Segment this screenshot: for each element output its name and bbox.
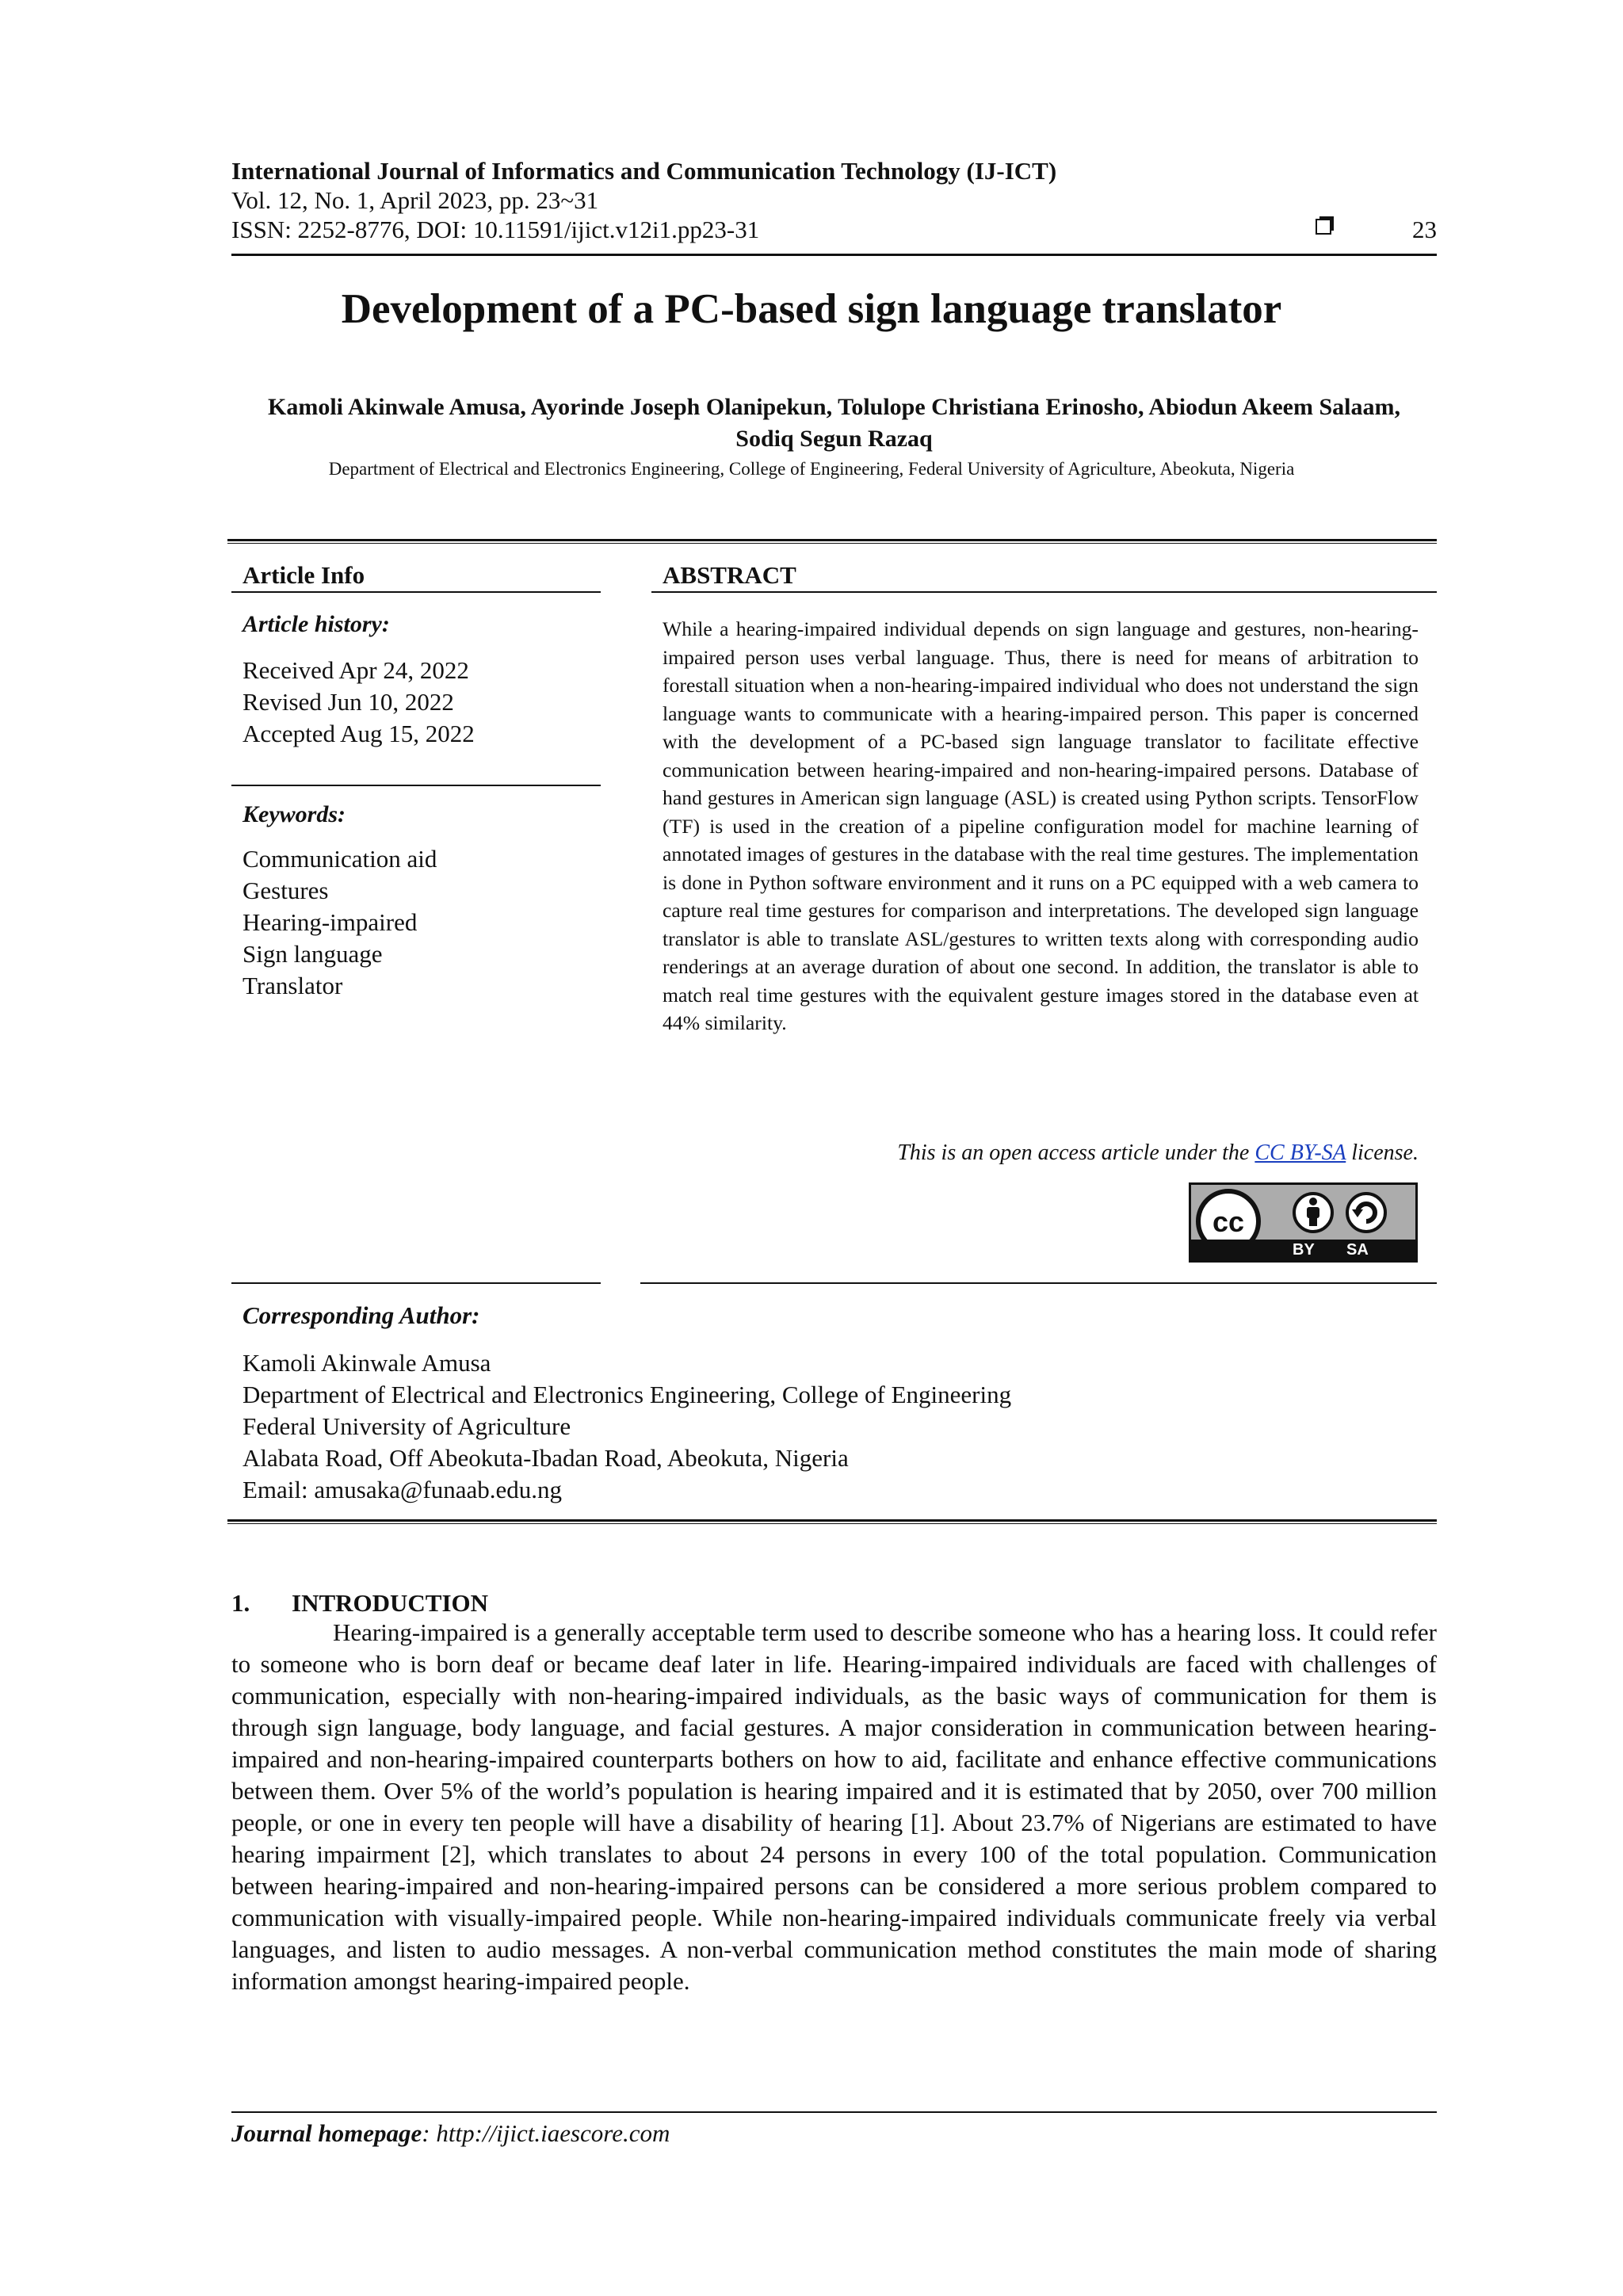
cc-license-badge[interactable] (1189, 1182, 1418, 1263)
journal-volume: Vol. 12, No. 1, April 2023, pp. 23~31 (231, 186, 599, 214)
journal-name: International Journal of Informatics and Communication Technology (IJ-ICT) (231, 157, 1057, 185)
license-link[interactable]: CC BY-SA (1254, 1140, 1346, 1165)
section-title: INTRODUCTION (292, 1589, 489, 1617)
share-alike-icon (1345, 1191, 1388, 1234)
keyword-item: Sign language (242, 940, 383, 968)
cc-glyph: cc (1212, 1205, 1245, 1238)
cc-badge-bar (1191, 1240, 1415, 1260)
history-revised: Revised Jun 10, 2022 (242, 688, 454, 716)
history-heading: Article history: (242, 611, 390, 637)
corresponding-university: Federal University of Agriculture (242, 1412, 571, 1440)
paper-title: Development of a PC-based sign language translator (341, 286, 1282, 332)
affiliation: Department of Electrical and Electronics Engineering, College of Engineering, Federal University of Agriculture, Abeokuta, Nigeria (328, 459, 1295, 479)
history-received: Received Apr 24, 2022 (242, 656, 469, 684)
attribution-icon (1292, 1191, 1335, 1234)
corresponding-details (242, 1347, 1011, 1506)
homepage-url[interactable]: : http://ijict.iaescore.com (422, 2119, 670, 2147)
abstract-bottom-rule (640, 1282, 1437, 1284)
introduction-heading (231, 1587, 488, 1619)
corresponding-name: Kamoli Akinwale Amusa (242, 1349, 491, 1377)
license-suffix: license. (1346, 1140, 1419, 1165)
info-heading-rule (231, 591, 601, 593)
corresponding-address: Alabata Road, Off Abeokuta-Ibadan Road, Abeokuta, Nigeria (242, 1444, 849, 1472)
history-rule (231, 785, 601, 786)
page-number: 23 (1412, 216, 1437, 243)
header-rule (231, 254, 1437, 256)
history-accepted: Accepted Aug 15, 2022 (242, 720, 475, 747)
abstract-heading-rule (651, 591, 1437, 593)
introduction-paragraph: Hearing-impaired is a generally acceptable term used to describe someone who has a hearing loss. It could refer to someone who is born deaf or became deaf later in life. Hearing-impaired individuals are faced with challenges of communication, especially with non-hearing-impaired individuals, as the basic ways of communication for them is through sign language, body language, and facial gestures. A major consideration in communication between hearing-impaired and non-hearing-impaired counterparts bothers on how to aid, facilitate and enhance effective communications between them. Over 5% of the world’s population is hearing impaired and it is estimated that by 2050, over 700 million people, or one in every ten people will have a disability of hearing [1]. About 23.7% of Nigerians are estimated to have hearing impairment [2], which translates to about 24 persons in every 100 of the total population. Communication between hearing-impaired and non-hearing-impaired persons can be considered a more serious problem compared to communication with visually-impaired people. While non-hearing-impaired individuals communicate freely via verbal languages, and listen to audio messages. A non-verbal communication method constitutes the main mode of sharing information amongst hearing-impaired people. (231, 1618, 1437, 1995)
info-bottom-rule (231, 1282, 601, 1284)
journal-issn: ISSN: 2252-8776, DOI: 10.11591/ijict.v12i1.pp23-31 (231, 216, 760, 243)
history-list (242, 655, 475, 750)
keyword-item: Translator (242, 972, 343, 999)
keyword-list (242, 843, 437, 1002)
abstract-heading: ABSTRACT (663, 561, 796, 589)
corresponding-heading: Corresponding Author: (242, 1301, 480, 1329)
license-prefix: This is an open access article under the (897, 1140, 1255, 1165)
corresponding-department: Department of Electrical and Electronics Engineering, College of Engineering (242, 1381, 1012, 1408)
journal-homepage (231, 2118, 670, 2149)
homepage-label: Journal homepage (231, 2119, 422, 2147)
keyword-item: Hearing-impaired (242, 908, 418, 936)
license-line (663, 1138, 1419, 1168)
author-list: Kamoli Akinwale Amusa, Ayorinde Joseph Olanipekun, Tolulope Christiana Erinosho, Abiodun Akeem Salaam, Sodiq Segun Razaq (268, 394, 1400, 452)
section-number: 1. (231, 1589, 250, 1617)
cc-sa-label: SA (1346, 1241, 1369, 1259)
square-icon (1316, 216, 1335, 235)
abstract-text: While a hearing-impaired individual depends on sign language and gestures, non-hearing-impaired person uses verbal language. Thus, there is need for means of arbitration to forestall situation when a non-hearing-impaired individual who does not understand the sign language wants to communicate with a hearing-impaired person. This paper is concerned with the development of a PC-based sign language translator to facilitate effective communication between hearing-impaired and non-hearing-impaired persons. Database of hand gestures in American sign language (ASL) is created using Python scripts. TensorFlow (TF) is used in the creation of a pipeline configuration model for machine learning of annotated images of gestures in the database with the real time gestures. The implementation is done in Python software environment and it runs on a PC equipped with a web camera to capture real time gestures for comparison and interpretations. The developed sign language translator is able to translate ASL/gestures to written texts along with corresponding audio renderings at an average duration of about one second. In addition, the translator is able to match real time gestures with the equivalent gesture images stored in the database even at 44% similarity. (663, 617, 1419, 1034)
footer-rule (231, 2111, 1437, 2113)
cc-by-label: BY (1293, 1241, 1315, 1259)
info-end-rule (227, 1519, 1437, 1524)
keyword-item: Communication aid (242, 845, 437, 873)
corresponding-email: Email: amusaka@funaab.edu.ng (242, 1476, 562, 1503)
info-top-rule (227, 539, 1437, 544)
keyword-item: Gestures (242, 877, 329, 904)
keywords-heading: Keywords: (242, 801, 346, 827)
article-info-heading: Article Info (242, 561, 365, 589)
